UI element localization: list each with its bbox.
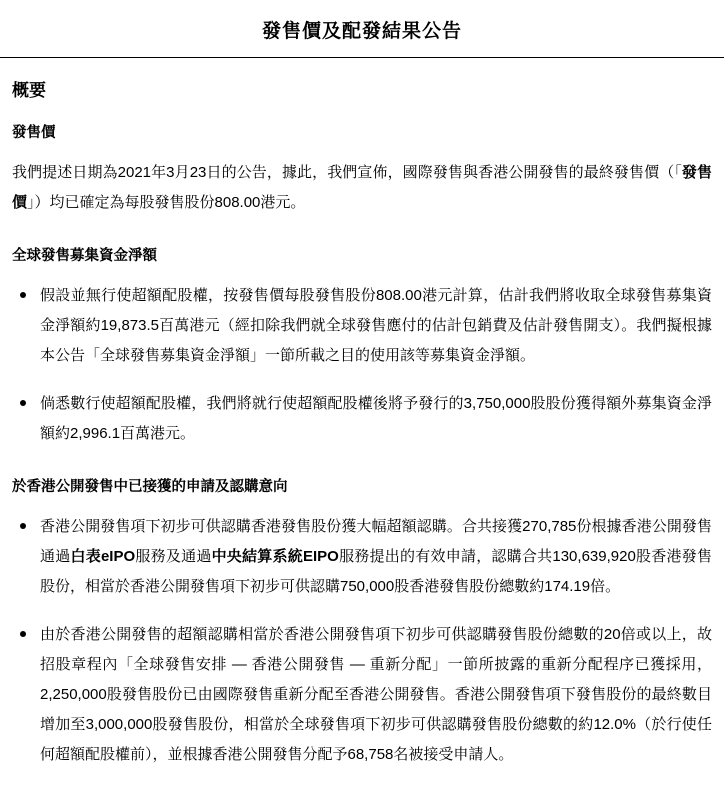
- paragraph-offer-price: 我們提述日期為2021年3月23日的公告，據此，我們宣佈，國際發售與香港公開發售的最終發售價（「發售價」）均已確定為每股發售股份808.00港元。: [12, 164, 712, 211]
- subheading-net-proceeds: 全球發售募集資金淨額: [12, 248, 157, 264]
- page-title: 發售價及配發結果公告: [261, 21, 462, 42]
- list-item: [12, 389, 712, 449]
- document-body: [0, 58, 724, 798]
- bullet-list-net-proceeds: [12, 281, 712, 449]
- section-heading-overview: 概要: [12, 81, 46, 100]
- bullet-dot-icon: [20, 292, 26, 298]
- list-item-text: 由於香港公開發售的超額認購相當於香港公開發售項下初步可供認購發售股份總數的20倍或以上，故招股章程內「全球發售安排 — 香港公開發售 — 重新分配」一節所披露的重新分配程序已獲採用，2,250,000股發售股份已由國際發售重新分配至香港公開發售。香港公開發售項下發售股份的最終數目增加至3,000,000股發售股份，相當於全球發售項下初步可供認購發售股份總數的約12.0%（於行使任何超額配股權前），並根據香港公開發售分配予68,758名被接受申請人。: [40, 626, 712, 763]
- list-item-text: 假設並無行使超額配股權，按發售價每股發售股份808.00港元計算，估計我們將收取全球發售募集資金淨額約19,873.5百萬港元（經扣除我們就全球發售應付的估計包銷費及估計發售開支）。我們擬根據本公告「全球發售募集資金淨額」一節所載之目的使用該等募集資金淨額。: [40, 287, 712, 364]
- subheading-offer-price: 發售價: [12, 125, 56, 141]
- list-item-text: 香港公開發售項下初步可供認購香港發售股份獲大幅超額認購。合共接獲270,785份根據香港公開發售通過白表eIPO服務及通過中央結算系統EIPO服務提出的有效申請，認購合共130,639,920股香港發售股份，相當於香港公開發售項下初步可供認購750,000股香港發售股份總數約174.19倍。: [40, 518, 712, 595]
- list-item: [12, 620, 712, 770]
- subheading-hk-offer-applications: 於香港公開發售中已接獲的申請及認購意向: [12, 479, 288, 495]
- bullet-dot-icon: [20, 523, 26, 529]
- bullet-dot-icon: [20, 400, 26, 406]
- list-item: [12, 281, 712, 371]
- bullet-dot-icon: [20, 631, 26, 637]
- list-item: [12, 512, 712, 602]
- bullet-list-hk-offer: [12, 512, 712, 770]
- list-item-text: 倘悉數行使超額配股權，我們將就行使超額配股權後將予發行的3,750,000股股份獲得額外募集資金淨額約2,996.1百萬港元。: [40, 395, 712, 442]
